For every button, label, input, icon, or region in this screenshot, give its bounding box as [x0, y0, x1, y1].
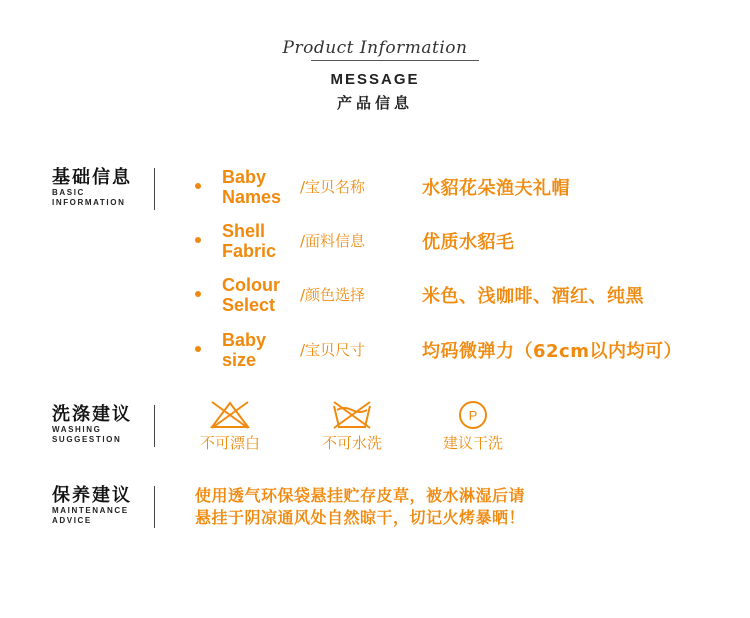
washing-heading	[52, 405, 152, 445]
info-label-en-line2: Select	[222, 295, 276, 315]
bullet-icon	[195, 183, 201, 189]
info-row-size	[195, 330, 735, 374]
wash-label: 建议干洗	[442, 434, 503, 452]
section-divider	[154, 168, 155, 210]
info-label-en-line2: Names	[222, 187, 282, 207]
maintenance-text	[195, 485, 635, 529]
info-row-colour	[195, 275, 735, 319]
no-bleach-icon	[208, 400, 252, 430]
info-label-en-line2: size	[222, 350, 257, 370]
basic-info-heading-en-2: INFORMATION	[52, 198, 126, 207]
maintenance-line-1: 使用透气环保袋悬挂贮存皮草，被水淋湿后请	[195, 486, 526, 505]
maintenance-heading-cn: 保养建议	[52, 485, 132, 506]
info-label-cn: /面料信息	[300, 232, 366, 250]
script-title: Product Information	[282, 38, 468, 58]
info-value: 优质水貂毛	[422, 232, 515, 253]
info-value: 均码微弹力（62cm以内均可）	[422, 341, 682, 362]
no-wash-icon	[330, 400, 374, 430]
info-label-cn: /颜色选择	[300, 286, 366, 304]
info-label-en-line1: Colour	[222, 275, 280, 295]
basic-info-heading	[52, 168, 152, 208]
basic-info-heading-en-1: BASIC	[52, 188, 85, 197]
info-label-en	[222, 167, 302, 207]
info-label-en	[222, 275, 302, 315]
section-divider	[154, 486, 155, 528]
page-title: MESSAGE	[330, 71, 420, 88]
info-label-cn: /宝贝尺寸	[300, 341, 366, 359]
maintenance-line-2: 悬挂于阴凉通风处自然晾干，切记火烤暴晒！	[195, 508, 526, 527]
info-label-en-line1: Shell	[222, 221, 266, 241]
section-divider	[154, 405, 155, 447]
bullet-icon	[195, 346, 201, 352]
info-label-en-line2: Fabric	[222, 241, 277, 261]
info-label-cn: /宝贝名称	[300, 178, 366, 196]
maintenance-heading-en-2: ADVICE	[52, 516, 92, 525]
info-label-en	[222, 221, 302, 261]
info-row-fabric	[195, 221, 735, 265]
page-subtitle: 产品信息	[336, 94, 413, 112]
wash-label: 不可水洗	[321, 434, 382, 452]
info-value: 米色、浅咖啡、酒红、纯黑	[422, 286, 644, 307]
info-label-en-line1: Baby	[222, 167, 267, 187]
maintenance-heading	[52, 486, 152, 526]
bullet-icon	[195, 237, 201, 243]
washing-heading-en-2: SUGGESTION	[52, 435, 122, 444]
wash-item-no-wash	[297, 400, 407, 453]
info-value: 水貂花朵渔夫礼帽	[422, 178, 570, 199]
dry-clean-symbol: P	[468, 408, 478, 423]
wash-label: 不可漂白	[199, 434, 260, 452]
info-row-name	[195, 167, 735, 211]
basic-info-heading-cn: 基础信息	[52, 167, 132, 188]
washing-heading-cn: 洗涤建议	[52, 404, 132, 425]
dry-clean-icon	[451, 400, 495, 430]
info-label-en-line1: Baby	[222, 330, 267, 350]
wash-item-no-bleach	[175, 400, 285, 453]
bullet-icon	[195, 291, 201, 297]
washing-heading-en-1: WASHING	[52, 425, 102, 434]
wash-item-dry-clean	[418, 400, 528, 453]
maintenance-heading-en-1: MAINTENANCE	[52, 506, 129, 515]
info-label-en	[222, 330, 302, 370]
title-divider	[311, 60, 479, 61]
